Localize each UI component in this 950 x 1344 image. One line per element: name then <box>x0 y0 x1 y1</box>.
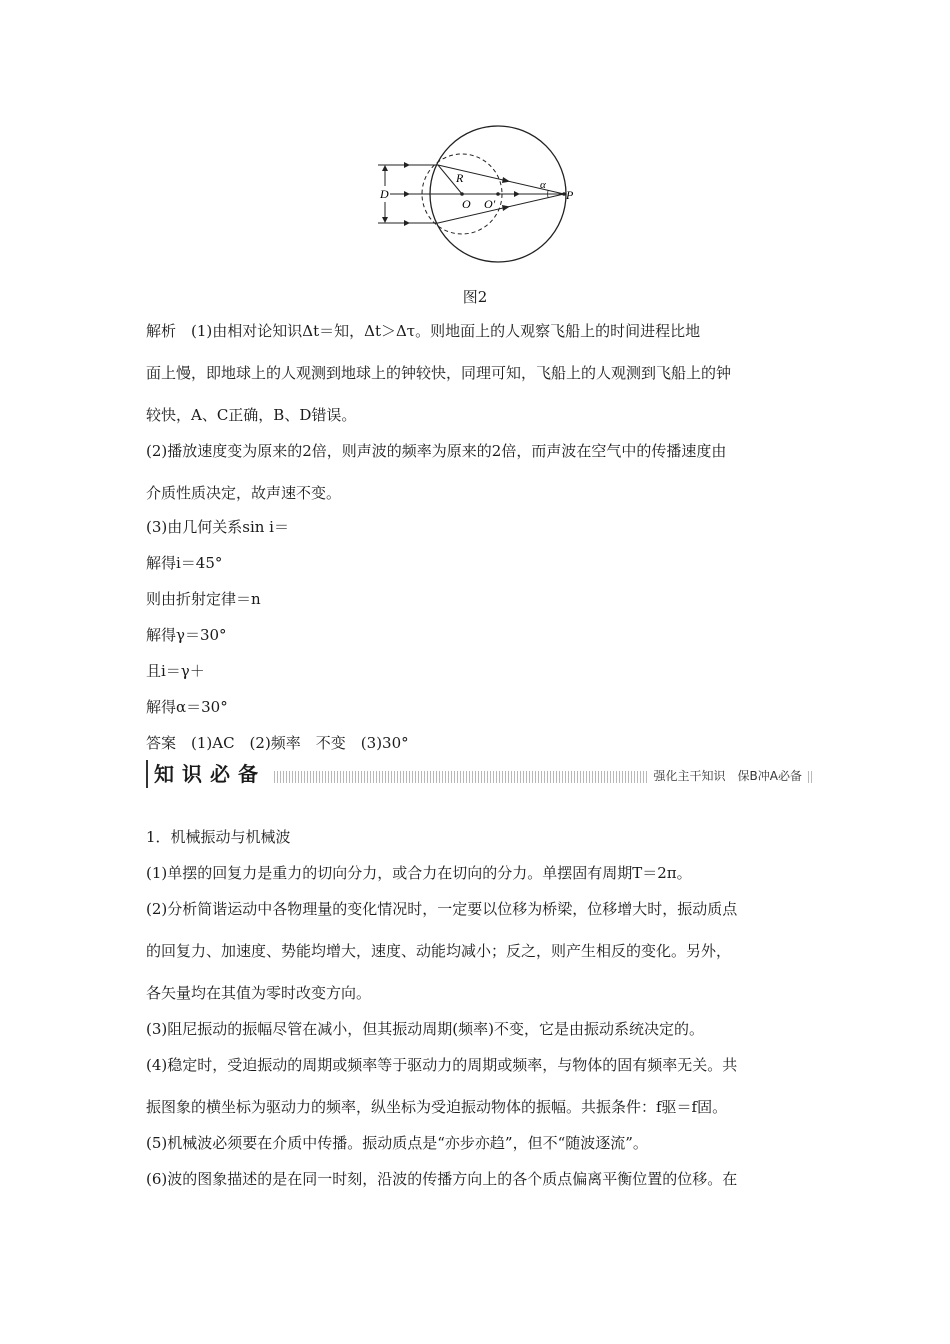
solution-line-1: 解析 (1)由相对论知识Δt＝知，Δt＞Δτ。则地面上的人观察飞船上的时间进程比地 <box>146 322 701 340</box>
answer-line: 答案 (1)AC (2)频率 不变 (3)30° <box>146 734 409 752</box>
knowledge-line-9: (6)波的图象描述的是在同一时刻，沿波的传播方向上的各个质点偏离平衡位置的位移。在 <box>146 1170 738 1188</box>
knowledge-line-1: (1)单摆的回复力是重力的切向分力，或合力在切向的分力。单摆固有周期T＝2π。 <box>146 864 692 882</box>
knowledge-line-6: (4)稳定时，受迫振动的周期或频率等于驱动力的周期或频率，与物体的固有频率无关。共 <box>146 1056 738 1074</box>
solution-line-10: 且i＝γ＋ <box>146 662 205 680</box>
label-O: O <box>462 197 471 211</box>
knowledge-line-4: 各矢量均在其值为零时改变方向。 <box>146 984 372 1002</box>
section-header <box>146 758 814 794</box>
solution-line-6: (3)由几何关系sin i＝ <box>146 518 289 536</box>
label-O1: O′ <box>484 197 496 211</box>
solution-line-2: 面上慢，即地球上的人观测到地球上的钟较快，同理可知，飞船上的人观测到飞船上的钟 <box>146 364 732 382</box>
knowledge-line-2: (2)分析简谐运动中各物理量的变化情况时，一定要以位移为桥梁，位移增大时，振动质点 <box>146 900 738 918</box>
knowledge-heading: 1．机械振动与机械波 <box>146 828 291 846</box>
label-R: R <box>456 171 464 185</box>
knowledge-line-8: (5)机械波必须要在介质中传播。振动质点是“亦步亦趋”，但不“随波逐流”。 <box>146 1134 648 1152</box>
optics-figure <box>370 120 580 270</box>
figure-caption: 图2 <box>462 288 488 306</box>
solution-line-8: 则由折射定律＝n <box>146 590 261 608</box>
label-P: P <box>566 188 574 202</box>
solution-line-11: 解得α＝30° <box>146 698 228 716</box>
knowledge-line-5: (3)阻尼振动的振幅尽管在减小，但其振动周期(频率)不变，它是由振动系统决定的。 <box>146 1020 704 1038</box>
solution-line-3: 较快，A、C正确，B、D错误。 <box>146 406 357 424</box>
section-slogan: 强化主干知识 保B冲A必备 <box>648 767 808 784</box>
knowledge-line-7: 振图象的横坐标为驱动力的频率，纵坐标为受迫振动物体的振幅。共振条件：f驱＝f固。 <box>146 1098 728 1116</box>
knowledge-line-3: 的回复力、加速度、势能均增大，速度、动能均减小；反之，则产生相反的变化。另外， <box>146 942 732 960</box>
label-D: D <box>380 187 389 201</box>
solution-line-7: 解得i＝45° <box>146 554 223 572</box>
solution-line-9: 解得γ＝30° <box>146 626 227 644</box>
label-alpha: α <box>540 179 546 191</box>
solution-line-4: (2)播放速度变为原来的2倍，则声波的频率为原来的2倍，而声波在空气中的传播速度由 <box>146 442 727 460</box>
solution-line-5: 介质性质决定，故声速不变。 <box>146 484 342 502</box>
section-title: 知识必备 <box>146 760 266 788</box>
